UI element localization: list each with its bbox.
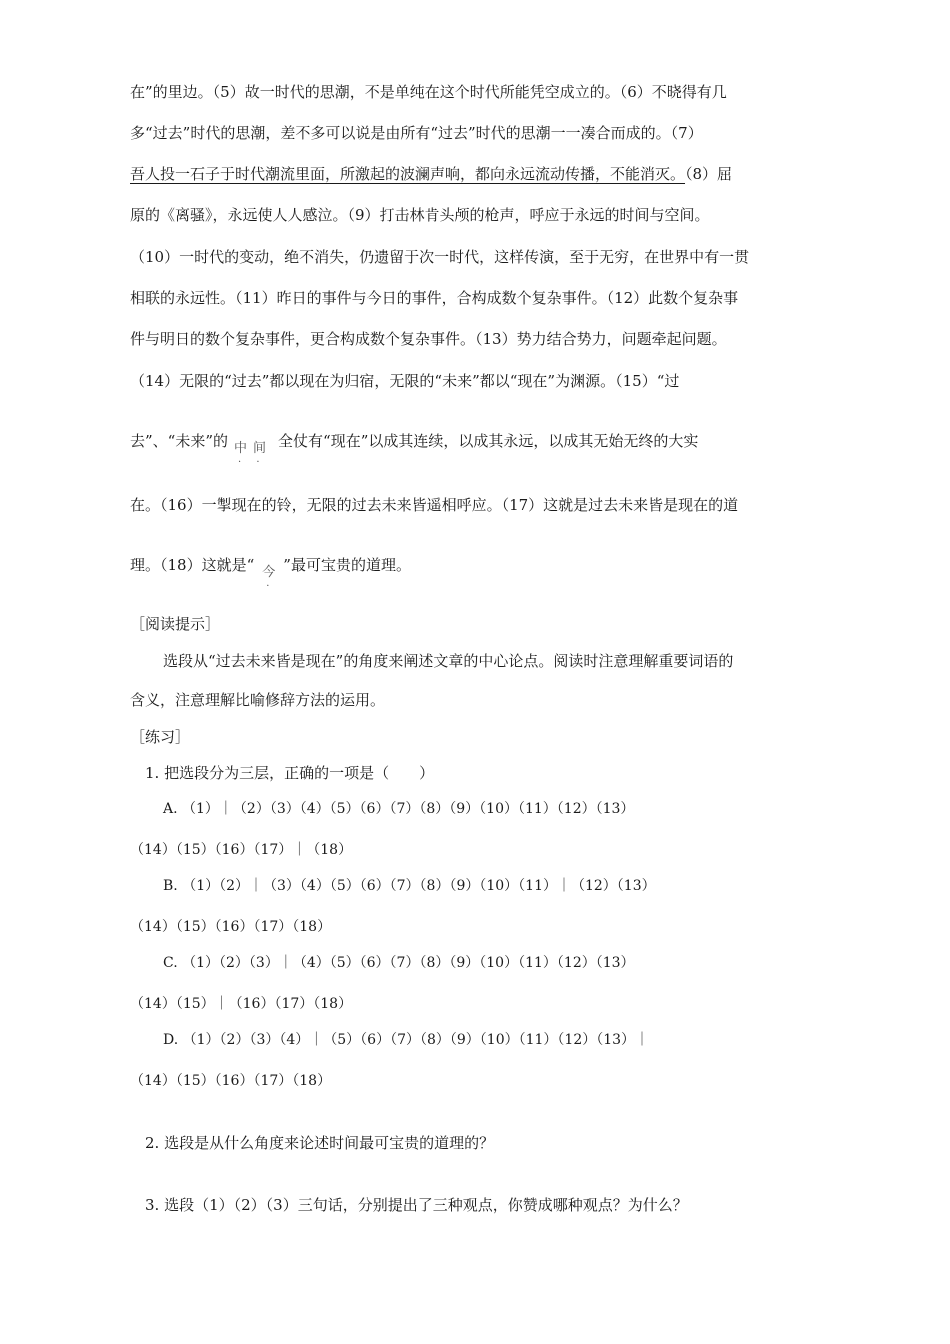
passage-line-2: 多“过去”时代的思潮，差不多可以说是由所有“过去”时代的思潮一一凑合而成的。（7） [130, 124, 703, 142]
emphasized-word-jin: 今 [262, 565, 276, 580]
passage-line-6: 相联的永远性。（11）昨日的事件与今日的事件，合构成数个复杂事件。（12）此数个复杂事 [130, 289, 739, 307]
question-3: 3. 选段（1）（2）（3）三句话，分别提出了三种观点，你赞成哪种观点？为什么？ [145, 1196, 688, 1214]
passage-line-8: （14）无限的“过去”都以现在为归宿，无限的“未来”都以“现在”为渊源。（15）“过 [130, 372, 680, 390]
option-a-line-2: （14）（15）（16）（17）｜（18） [130, 842, 353, 858]
passage-line-9-pre: 去”、“未来”的 [130, 432, 229, 450]
passage-line-3 [130, 164, 732, 184]
option-c-line-2: （14）（15）｜（16）（17）（18） [130, 996, 353, 1012]
option-d-line-1: D. （1）（2）（3）（4）｜（5）（6）（7）（8）（9）（10）（11）（12）（13）｜ [163, 1032, 650, 1048]
passage-line-5: （10）一时代的变动，绝不消失，仍遗留于次一时代，这样传演，至于无穷，在世界中有一贯 [130, 248, 750, 266]
passage-line-9-post: 全仗有“现在”以成其连续，以成其永远，以成其无始无终的大实 [278, 432, 699, 450]
option-b-line-1: B. （1）（2）｜（3）（4）（5）（6）（7）（8）（9）（10）（11）｜（12）（13） [163, 878, 656, 894]
hint-heading: ［阅读提示］ [130, 615, 221, 633]
hint-text-2: 含义，注意理解比喻修辞方法的运用。 [130, 691, 386, 709]
passage-line-9 [130, 431, 699, 456]
passage-line-11-pre: 理。（18）这就是“ [130, 556, 255, 574]
passage-line-4: 原的《离骚》，永远使人人感泣。（9）打击林肯头颅的枪声，呼应于永远的时间与空间。 [130, 206, 710, 224]
option-d-line-2: （14）（15）（16）（17）（18） [130, 1073, 332, 1089]
passage-line-1: 在”的里边。（5）故一时代的思潮，不是单纯在这个时代所能凭空成立的。（6）不晓得有几 [130, 83, 727, 101]
passage-line-7: 件与明日的数个复杂事件，更合构成数个复杂事件。（13）势力结合势力，问题牵起问题。 [130, 330, 727, 348]
passage-line-3-tail: （8）屈 [685, 165, 733, 183]
question-1: 1. 把选段分为三层，正确的一项是（ ） [145, 764, 435, 782]
emphasized-word-zhongjian: 中间 · · [234, 439, 272, 459]
option-c-line-1: C. （1）（2）（3）｜（4）（5）（6）（7）（8）（9）（10）（11）（12）（13） [163, 955, 635, 971]
passage-line-10: 在。（16）一掣现在的铃，无限的过去未来皆遥相呼应。（17）这就是过去未来皆是现在的道 [130, 496, 739, 514]
hint-text-1: 选段从“过去未来皆是现在”的角度来阐述文章的中心论点。阅读时注意理解重要词语的 [163, 652, 734, 670]
underlined-sentence-7: 吾人投一石子于时代潮流里面，所激起的波澜声响，都向永远流动传播，不能消灭。 [130, 165, 686, 183]
passage-line-11-post: ”最可宝贵的道理。 [283, 556, 411, 574]
question-2: 2. 选段是从什么角度来论述时间最可宝贵的道理的？ [145, 1134, 495, 1152]
option-b-line-2: （14）（15）（16）（17）（18） [130, 919, 332, 935]
option-a-line-1: A. （1）｜（2）（3）（4）（5）（6）（7）（8）（9）（10）（11）（12）（13） [163, 801, 635, 817]
practice-heading: ［练习］ [130, 728, 191, 746]
passage-line-11 [130, 555, 411, 580]
